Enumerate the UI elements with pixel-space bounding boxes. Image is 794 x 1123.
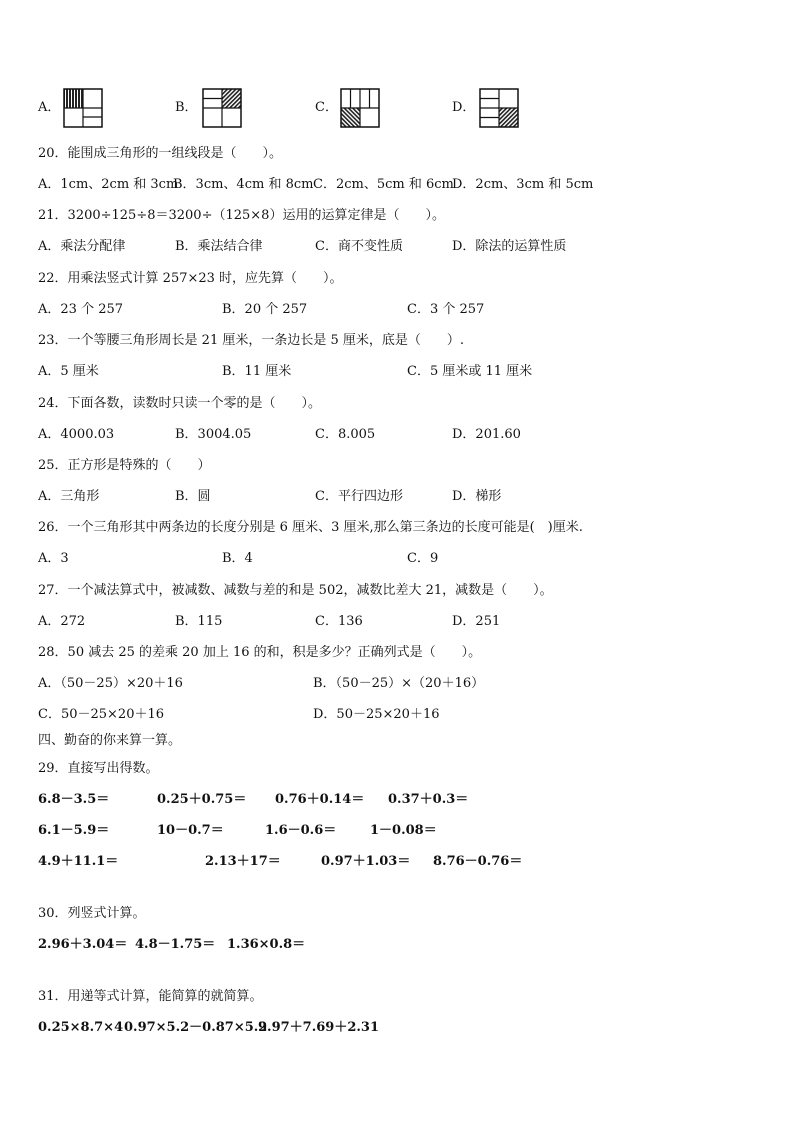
q29-calc: 0.25＋0.75＝ bbox=[157, 792, 247, 807]
square-fraction-a-icon bbox=[63, 88, 103, 128]
q29-stem: 29．直接写出得数。 bbox=[38, 761, 159, 776]
q27-option-b: B．115 bbox=[175, 614, 223, 629]
q27-option-c: C．136 bbox=[315, 614, 363, 629]
q30-calc: 1.36×0.8＝ bbox=[227, 937, 306, 952]
q29-calc: 6.8－3.5＝ bbox=[38, 792, 110, 807]
q28-option-d: D．50－25×20＋16 bbox=[313, 707, 440, 722]
q31-stem: 31．用递等式计算，能简算的就简算。 bbox=[38, 989, 263, 1004]
section-title: 四、勤奋的你来算一算。 bbox=[38, 733, 182, 748]
q21-option-b: B．乘法结合律 bbox=[175, 239, 263, 254]
q24-option-a: A．4000.03 bbox=[38, 427, 115, 442]
q28-option-b: B．（50－25）×（20＋16） bbox=[313, 676, 485, 691]
q22-option-a: A．23 个 257 bbox=[38, 302, 124, 317]
q22-stem: 22．用乘法竖式计算 257×23 时，应先算（ ）。 bbox=[38, 271, 343, 286]
q31-calc: 9.97＋7.69＋2.31 bbox=[258, 1020, 379, 1035]
q29-calc: 0.37＋0.3＝ bbox=[388, 792, 469, 807]
q27-option-a: A．272 bbox=[38, 614, 86, 629]
q21-option-a: A．乘法分配律 bbox=[38, 239, 126, 254]
q29-calc: 1.6－0.6＝ bbox=[265, 823, 337, 838]
q30-calc: 4.8－1.75＝ bbox=[135, 937, 216, 952]
q20-option-b: B．3cm、4cm 和 8cm bbox=[173, 177, 314, 192]
q28-stem: 28．50 减去 25 的差乘 20 加上 16 的和，积是多少？正确列式是（ ）。 bbox=[38, 645, 482, 660]
q25-option-a: A．三角形 bbox=[38, 489, 100, 504]
q29-calc: 0.97＋1.03＝ bbox=[321, 854, 411, 869]
q25-option-b: B．圆 bbox=[175, 489, 211, 504]
square-fraction-b-icon bbox=[202, 88, 242, 128]
q29-calc: 4.9＋11.1＝ bbox=[38, 854, 119, 869]
q30-calc: 2.96＋3.04＝ bbox=[38, 937, 128, 952]
q20-option-a: A．1cm、2cm 和 3cm bbox=[38, 177, 179, 192]
q22-option-c: C．3 个 257 bbox=[407, 302, 485, 317]
q31-calc: 0.97×5.2－0.87×5.2 bbox=[124, 1020, 268, 1035]
q29-calc: 8.76－0.76＝ bbox=[433, 854, 523, 869]
q26-option-c: C．9 bbox=[407, 551, 439, 566]
q31-calc: 0.25×8.7×4 bbox=[38, 1020, 124, 1035]
q24-option-d: D．201.60 bbox=[452, 427, 521, 442]
q20-stem: 20．能围成三角形的一组线段是（ ）。 bbox=[38, 146, 283, 161]
q21-stem: 21．3200÷125÷8＝3200÷（125×8）运用的运算定律是（ ）。 bbox=[38, 208, 445, 223]
q28-option-c: C．50－25×20＋16 bbox=[38, 707, 165, 722]
q23-option-a: A．5 厘米 bbox=[38, 364, 99, 379]
q24-stem: 24．下面各数，读数时只读一个零的是（ ）。 bbox=[38, 396, 322, 411]
q22-option-b: B．20 个 257 bbox=[222, 302, 308, 317]
q21-option-d: D．除法的运算性质 bbox=[452, 239, 567, 254]
q19-option-b-label: B． bbox=[175, 100, 198, 115]
q19-option-a-label: A． bbox=[38, 100, 61, 115]
q21-option-c: C．商不变性质 bbox=[315, 239, 403, 254]
q23-option-b: B．11 厘米 bbox=[222, 364, 292, 379]
q27-stem: 27．一个减法算式中，被减数、减数与差的和是 502，减数比差大 21，减数是（ ）。 bbox=[38, 583, 553, 598]
q29-calc: 2.13＋17＝ bbox=[205, 854, 281, 869]
q25-option-d: D．梯形 bbox=[452, 489, 502, 504]
q23-stem: 23．一个等腰三角形周长是 21 厘米，一条边长是 5 厘米，底是（ ）. bbox=[38, 333, 465, 348]
q20-option-c: C．2cm、5cm 和 6cm bbox=[313, 177, 454, 192]
q19-option-c-label: C． bbox=[315, 100, 338, 115]
q24-option-b: B．3004.05 bbox=[175, 427, 252, 442]
q26-option-a: A．3 bbox=[38, 551, 69, 566]
q25-stem: 25．正方形是特殊的（ ） bbox=[38, 458, 211, 473]
q26-option-b: B．4 bbox=[222, 551, 253, 566]
q24-option-c: C．8.005 bbox=[315, 427, 376, 442]
square-fraction-c-icon bbox=[340, 88, 380, 128]
q29-calc: 6.1－5.9＝ bbox=[38, 823, 110, 838]
q26-stem: 26．一个三角形其中两条边的长度分别是 6 厘米、3 厘米,那么第三条边的长度可能是( )厘米. bbox=[38, 520, 583, 535]
q20-option-d: D．2cm、3cm 和 5cm bbox=[452, 177, 594, 192]
q29-calc: 0.76＋0.14＝ bbox=[275, 792, 365, 807]
q30-stem: 30．列竖式计算。 bbox=[38, 906, 146, 921]
square-fraction-d-icon bbox=[479, 88, 519, 128]
q27-option-d: D．251 bbox=[452, 614, 501, 629]
q19-option-d-label: D． bbox=[452, 100, 476, 115]
q29-calc: 10－0.7＝ bbox=[157, 823, 224, 838]
q28-option-a: A．（50－25）×20＋16 bbox=[38, 676, 183, 691]
q29-calc: 1－0.08＝ bbox=[370, 823, 437, 838]
q23-option-c: C．5 厘米或 11 厘米 bbox=[407, 364, 533, 379]
q25-option-c: C．平行四边形 bbox=[315, 489, 403, 504]
